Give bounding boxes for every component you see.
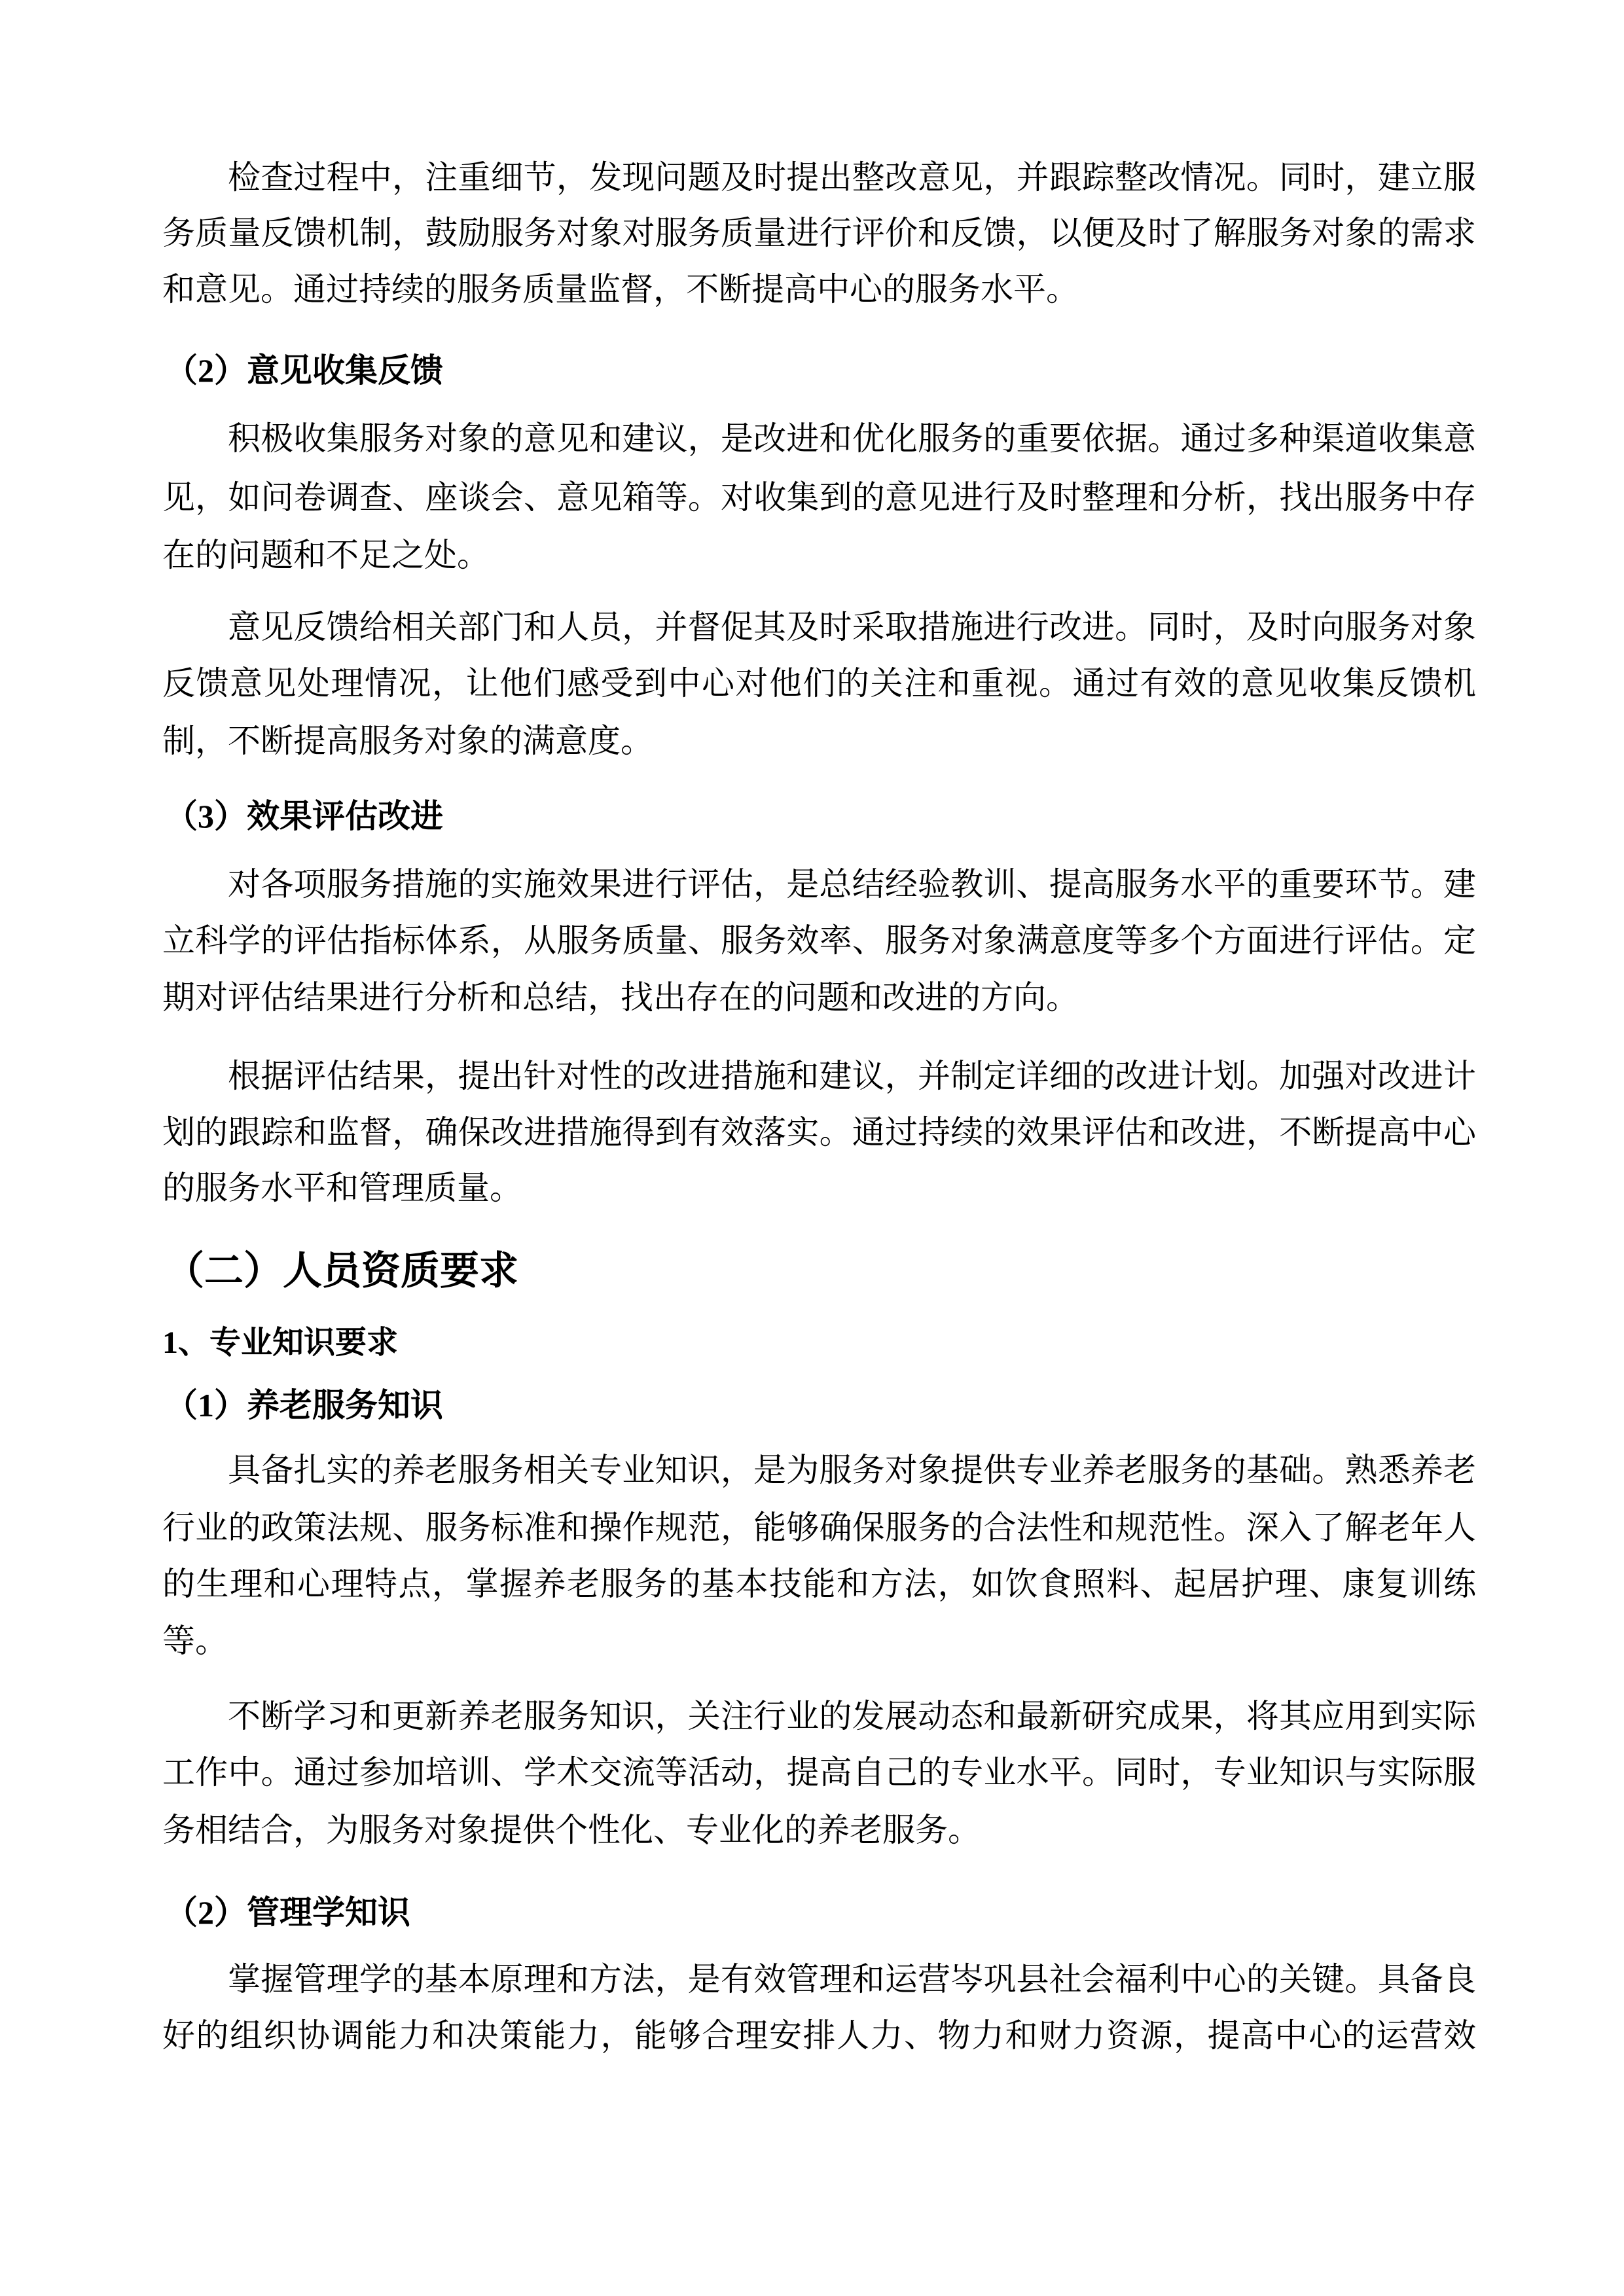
paragraph-line: 根据评估结果，提出针对性的改进措施和建议，并制定详细的改进计划。加强对改进计: [228, 1058, 1476, 1094]
paragraph-line: 立科学的评估指标体系，从服务质量、服务效率、服务对象满意度等多个方面进行评估。定: [162, 922, 1476, 959]
paragraph-line: 反馈意见处理情况，让他们感受到中心对他们的关注和重视。通过有效的意见收集反馈机: [162, 665, 1476, 702]
section-heading: （二）人员资质要求: [165, 1249, 518, 1293]
heading-feedback-collection: （2）意见收集反馈: [165, 352, 443, 389]
paragraph-line: 制，不断提高服务对象的满意度。: [162, 723, 653, 759]
paragraph-line: 行业的政策法规、服务标准和操作规范，能够确保服务的合法性和规范性。深入了解老年人: [162, 1509, 1476, 1546]
paragraph-line: 检查过程中，注重细节，发现问题及时提出整改意见，并跟踪整改情况。同时，建立服: [228, 159, 1476, 196]
paragraph-line: 具备扎实的养老服务相关专业知识，是为服务对象提供专业养老服务的基础。熟悉养老: [228, 1452, 1476, 1488]
subsection-heading: 1、专业知识要求: [162, 1325, 399, 1360]
paragraph-line: 积极收集服务对象的意见和建议，是改进和优化服务的重要依据。通过多种渠道收集意: [228, 420, 1476, 457]
paragraph-line: 期对评估结果进行分析和总结，找出存在的问题和改进的方向。: [162, 979, 1079, 1016]
paragraph-line: 见，如问卷调查、座谈会、意见箱等。对收集到的意见进行及时整理和分析，找出服务中存: [162, 479, 1476, 516]
paragraph-line: 好的组织协调能力和决策能力，能够合理安排人力、物力和财力资源，提高中心的运营效: [162, 2017, 1476, 2054]
paragraph-line: 不断学习和更新养老服务知识，关注行业的发展动态和最新研究成果，将其应用到实际: [228, 1698, 1476, 1734]
paragraph-line: 务相结合，为服务对象提供个性化、专业化的养老服务。: [162, 1812, 981, 1848]
paragraph-line: 意见反馈给相关部门和人员，并督促其及时采取措施进行改进。同时，及时向服务对象: [228, 609, 1476, 645]
paragraph-line: 在的问题和不足之处。: [162, 537, 490, 573]
paragraph-line: 对各项服务措施的实施效果进行评估，是总结经验教训、提高服务水平的重要环节。建: [228, 866, 1476, 903]
paragraph-line: 的生理和心理特点，掌握养老服务的基本技能和方法，如饮食照料、起居护理、康复训练: [162, 1566, 1476, 1602]
paragraph-line: 等。: [162, 1623, 228, 1659]
heading-elderly-care-knowledge: （1）养老服务知识: [165, 1387, 443, 1424]
paragraph-line: 掌握管理学的基本原理和方法，是有效管理和运营岑巩县社会福利中心的关键。具备良: [228, 1961, 1476, 1998]
paragraph-line: 和意见。通过持续的服务质量监督，不断提高中心的服务水平。: [162, 271, 1079, 308]
paragraph-line: 划的跟踪和监督，确保改进措施得到有效落实。通过持续的效果评估和改进，不断提高中心: [162, 1114, 1476, 1151]
heading-management-knowledge: （2）管理学知识: [165, 1894, 410, 1931]
paragraph-line: 务质量反馈机制，鼓励服务对象对服务质量进行评价和反馈，以便及时了解服务对象的需求: [162, 215, 1476, 251]
paragraph-line: 工作中。通过参加培训、学术交流等活动，提高自己的专业水平。同时，专业知识与实际服: [162, 1754, 1476, 1791]
paragraph-line: 的服务水平和管理质量。: [162, 1170, 522, 1206]
heading-evaluation: （3）效果评估改进: [165, 798, 443, 834]
